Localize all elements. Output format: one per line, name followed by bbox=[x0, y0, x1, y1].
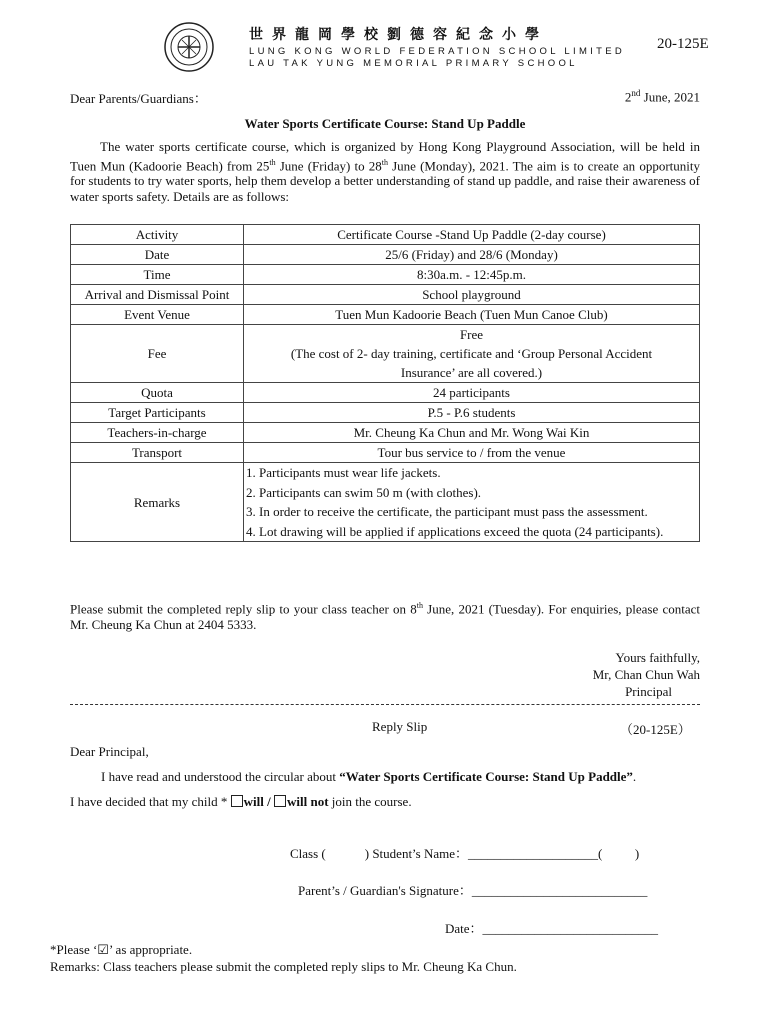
ack-prefix: I have read and understood the circular about bbox=[101, 769, 340, 784]
reply-remark: Remarks: Class teachers please submit the completed reply slips to Mr. Cheung Ka Chun. bbox=[50, 959, 517, 974]
fee-value: Free bbox=[459, 327, 484, 342]
remark-item: 2. Participants can swim 50 m (with clothes). bbox=[246, 484, 482, 500]
signature-block bbox=[593, 649, 700, 700]
table-row bbox=[71, 443, 700, 463]
signer-name: Mr, Chan Chun Wah bbox=[592, 667, 700, 682]
row-label: Date bbox=[71, 245, 244, 265]
table-row bbox=[71, 285, 700, 305]
decision-suffix: join the course. bbox=[328, 794, 412, 809]
row-value bbox=[244, 325, 700, 383]
row-label: Teachers-in-charge bbox=[71, 423, 244, 443]
table-row bbox=[71, 383, 700, 403]
table-row bbox=[71, 403, 700, 423]
row-label: Transport bbox=[71, 443, 244, 463]
fee-note: (The cost of 2- day training, certificate and ‘Group Personal Accident Insurance’ are all covered.) bbox=[290, 346, 653, 380]
cut-line bbox=[70, 704, 700, 705]
row-value: School playground bbox=[244, 285, 700, 305]
will-not-checkbox[interactable] bbox=[274, 795, 286, 807]
row-value: P.5 - P.6 students bbox=[244, 403, 700, 423]
row-value: Tuen Mun Kadoorie Beach (Tuen Mun Canoe Club) bbox=[244, 305, 700, 325]
signature-field[interactable]: Parent’s / Guardian's Signature：___________________________ bbox=[298, 883, 648, 898]
class-student-field[interactable]: Class ( ) Student’s Name：____________________( ) bbox=[290, 846, 640, 861]
letter-date: 2nd June, 2021 bbox=[624, 88, 700, 105]
school-english-line1: LUNG KONG WORLD FEDERATION SCHOOL LIMITED bbox=[249, 46, 625, 57]
closing: Yours faithfully, bbox=[615, 650, 700, 665]
row-label: Target Participants bbox=[71, 403, 244, 423]
checkbox-note: *Please ‘☑’ as appropriate. bbox=[50, 942, 193, 957]
date-field[interactable]: Date：___________________________ bbox=[445, 921, 659, 936]
row-label: Event Venue bbox=[71, 305, 244, 325]
school-chinese-name: 世界龍岡學校劉德容紀念小學 bbox=[249, 28, 548, 43]
will-checkbox[interactable] bbox=[231, 795, 243, 807]
ack-suffix: . bbox=[632, 769, 637, 784]
remark-item: 4. Lot drawing will be applied if applications exceed the quota (24 participants). bbox=[246, 523, 664, 539]
decision-prefix: I have decided that my child * bbox=[70, 794, 231, 809]
table-row bbox=[71, 265, 700, 285]
reply-slip-reference: （20-125E） bbox=[620, 722, 691, 737]
school-logo-icon bbox=[164, 22, 214, 72]
school-english-name bbox=[249, 46, 625, 70]
letter-title: Water Sports Certificate Course: Stand Up Paddle bbox=[244, 116, 526, 131]
school-english-line2: LAU TAK YUNG MEMORIAL PRIMARY SCHOOL bbox=[249, 58, 578, 69]
row-value: 24 participants bbox=[244, 383, 700, 403]
remark-item: 3. In order to receive the certificate, the participant must pass the assessment. bbox=[246, 504, 648, 519]
table-row bbox=[71, 463, 700, 542]
submission-paragraph: Please submit the completed reply slip to your class teacher on 8th June, 2021 (Tuesday). For enquiries, please contact Mr. Cheung Ka Chun at 2404 5333. bbox=[70, 601, 700, 632]
row-value: Certificate Course -Stand Up Paddle (2-day course) bbox=[244, 225, 700, 245]
row-value: 25/6 (Friday) and 28/6 (Monday) bbox=[244, 245, 700, 265]
row-label: Remarks bbox=[71, 463, 244, 542]
table-row bbox=[71, 423, 700, 443]
remark-item: 1. Participants must wear life jackets. bbox=[246, 465, 441, 480]
circular-reference: 20-125E bbox=[657, 36, 709, 52]
row-value: 8:30a.m. - 12:45p.m. bbox=[244, 265, 700, 285]
signer-title: Principal bbox=[625, 684, 672, 699]
row-label: Time bbox=[71, 265, 244, 285]
will-not-option: will not bbox=[286, 794, 329, 809]
table-row bbox=[71, 245, 700, 265]
ack-course-name: “Water Sports Certificate Course: Stand Up Paddle” bbox=[339, 769, 633, 784]
acknowledgement-line bbox=[101, 769, 636, 785]
row-label: Quota bbox=[71, 383, 244, 403]
will-option: will / bbox=[243, 794, 274, 809]
remarks-list bbox=[244, 463, 700, 542]
letter-greeting: Dear Parents/Guardians： bbox=[70, 91, 207, 106]
row-label: Activity bbox=[71, 225, 244, 245]
reply-slip-title: Reply Slip bbox=[372, 719, 428, 734]
table-row bbox=[71, 225, 700, 245]
row-label: Fee bbox=[71, 325, 244, 383]
row-value: Tour bus service to / from the venue bbox=[244, 443, 700, 463]
row-value: Mr. Cheung Ka Chun and Mr. Wong Wai Kin bbox=[244, 423, 700, 443]
table-row bbox=[71, 325, 700, 383]
row-label: Arrival and Dismissal Point bbox=[71, 285, 244, 305]
intro-paragraph: The water sports certificate course, which is organized by Hong Kong Playground Association, will be held in Tuen Mun (Kadoorie Beach) from 25th June (Friday) to 28th June (Monday), 2021. The aim is to create an opportunity for students to try water sports, help them develop a better understanding of stand up paddle, and raise their awareness of water sports safety. Details are as follows: bbox=[70, 139, 700, 204]
decision-line bbox=[70, 794, 412, 810]
details-table bbox=[70, 224, 700, 542]
reply-greeting: Dear Principal, bbox=[70, 744, 149, 759]
table-row bbox=[71, 305, 700, 325]
